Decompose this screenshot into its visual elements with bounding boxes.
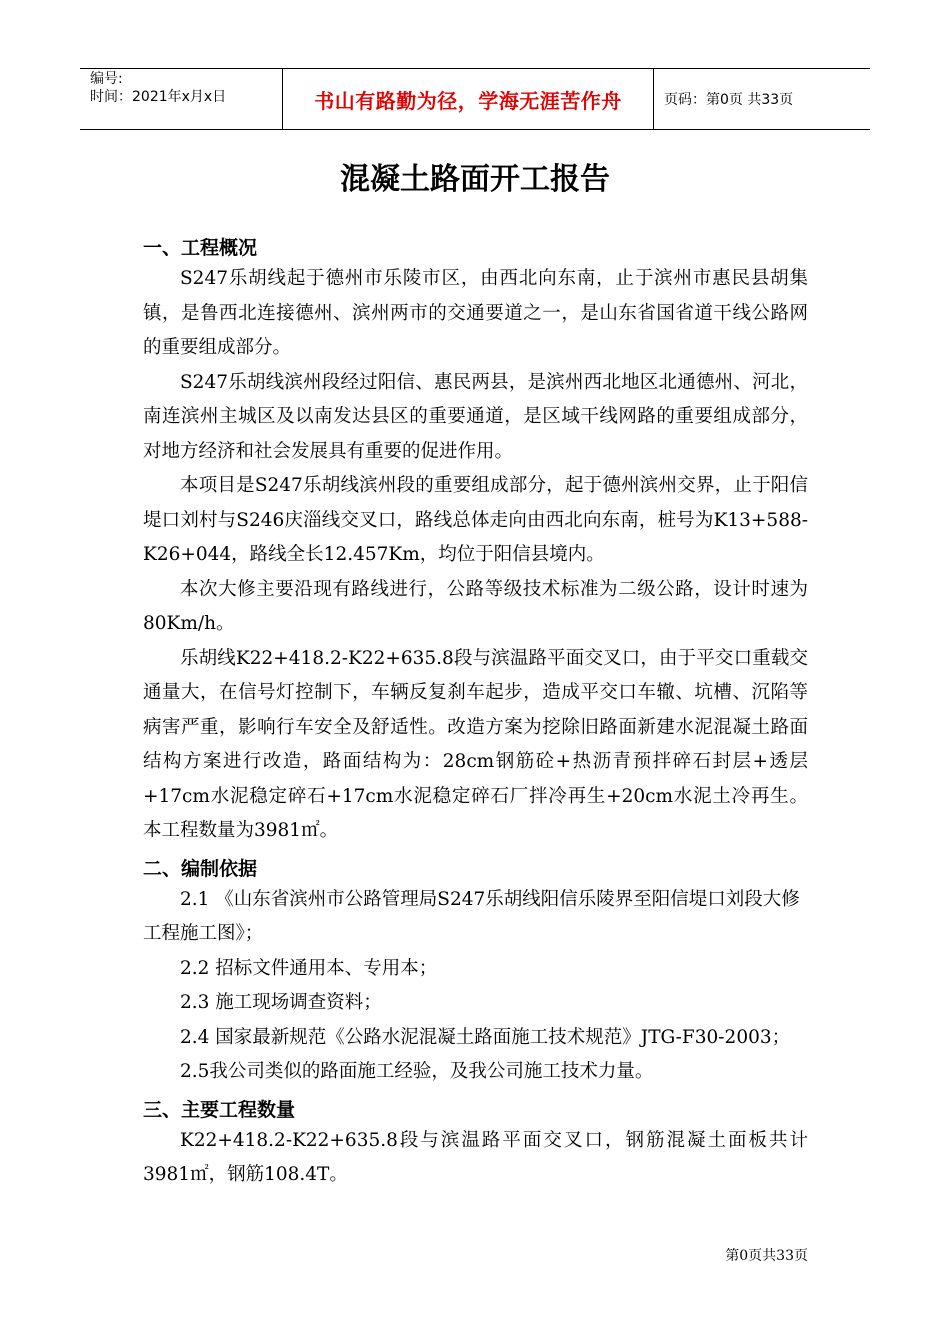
footer-page-number: 第0页共33页: [725, 1248, 808, 1264]
motto-text: 书山有路勤为径，学海无涯苦作舟: [314, 88, 622, 113]
list-item: 2.4 国家最新规范《公路水泥混凝土路面施工技术规范》JTG-F30-2003；: [180, 1026, 791, 1048]
list-item: 2.5我公司类似的路面施工经验，及我公司施工技术力量。: [180, 1061, 654, 1082]
header-meta-cell: [80, 69, 283, 129]
paragraph: K22+418.2-K22+635.8段与滨温路平面交叉口，钢筋混凝土面板共计3981㎡，钢筋108.4T。: [143, 1129, 808, 1185]
paragraph: S247乐胡线起于德州市乐陵市区，由西北向东南，止于滨州市惠民县胡集镇，是鲁西北连接德州、滨州两市的交通要道之一，是山东省国省道干线公路网的重要组成部分。: [143, 268, 808, 358]
header-page-label: 页码：第0页 共33页: [664, 92, 794, 108]
section-heading-quantities: 三、主要工程数量: [143, 1098, 296, 1121]
paragraph: 本项目是S247乐胡线滨州段的重要组成部分，起于德州滨州交界，止于阳信堤口刘村与S246庆淄线交叉口，路线总体走向由西北向东南，桩号为K13+588-K26+044，路线全长12.457Km，均位于阳信县境内。: [143, 475, 808, 565]
paragraph: 本次大修主要沿现有路线进行，公路等级技术标准为二级公路，设计时速为80Km/h。: [143, 578, 808, 634]
list-item: 2.1 《山东省滨州市公路管理局S247乐胡线阳信乐陵界至阳信堤口刘段大修工程施工图》；: [143, 888, 800, 944]
header-motto-cell: [283, 69, 654, 129]
document-body: [143, 228, 808, 1193]
header-page-cell: [654, 69, 880, 129]
section-heading-basis: 二、编制依据: [143, 857, 258, 880]
section-heading-overview: 一、工程概况: [143, 237, 258, 259]
document-header: [80, 68, 870, 130]
document-title: 混凝土路面开工报告: [340, 162, 610, 197]
doc-number-label: 编号:: [90, 71, 123, 87]
list-item: 2.3 施工现场调查资料；: [180, 992, 382, 1013]
doc-time-label: 时间：2021年x月x日: [90, 89, 227, 105]
paragraph: S247乐胡线滨州段经过阳信、惠民两县，是滨州西北地区北通德州、河北，南连滨州主城区及以南发达县区的重要通道，是区域干线网路的重要组成部分，对地方经济和社会发展具有重要的促进作用。: [143, 371, 808, 462]
list-item: 2.2 招标文件通用本、专用本；: [180, 957, 438, 979]
paragraph: 乐胡线K22+418.2-K22+635.8段与滨温路平面交叉口，由于平交口重载交通量大，在信号灯控制下，车辆反复刹车起步，造成平交口车辙、坑槽、沉陷等病害严重，影响行车安全及舒适性。改造方案为挖除旧路面新建水泥混凝土路面结构方案进行改造，路面结构为：28cm钢筋砼+热沥青预拌碎石封层+透层+17cm水泥稳定碎石+17cm水泥稳定碎石厂拌冷再生+20cm水泥土冷再生。 本工程数量为3981㎡。: [143, 647, 808, 841]
